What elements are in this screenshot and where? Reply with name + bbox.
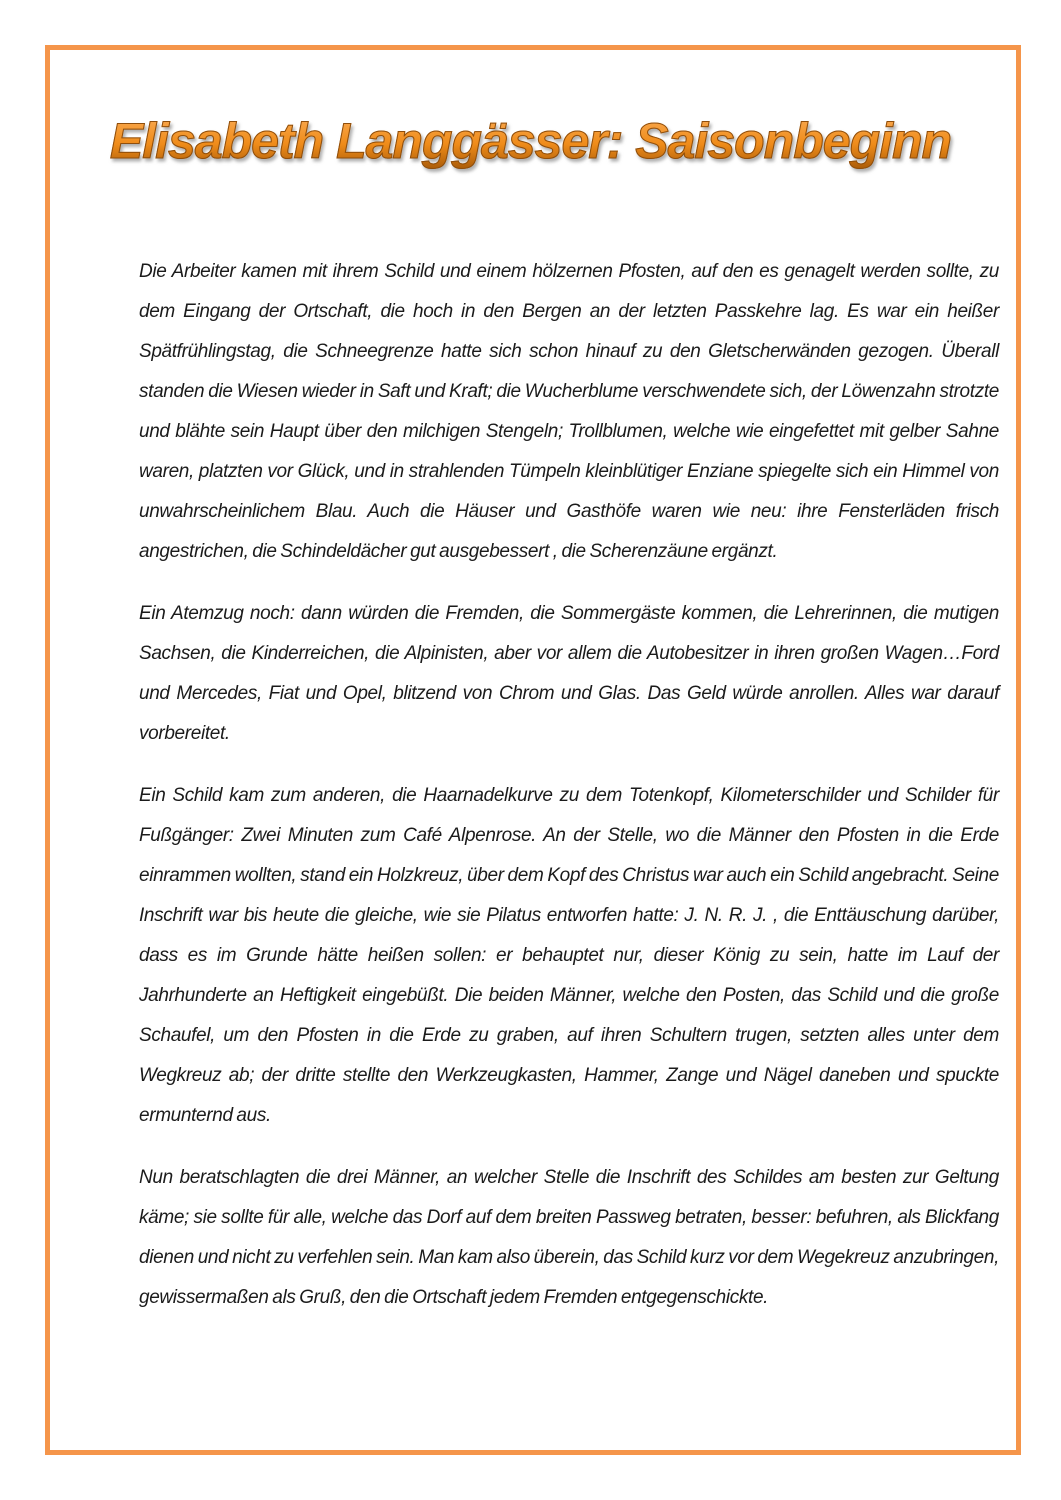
- document-body: [139, 252, 999, 1340]
- paragraph-1: Die Arbeiter kamen mit ihrem Schild und einem hölzernen Pfosten, auf den es genagelt werden sollte, zu dem Eingang der Ortschaft, die hoch in den Bergen an der letzten Passkehre lag. Es war ein heißer Spätfrühlingstag, die Schneegrenze hatte sich schon hinauf zu den Gletscherwänden gezogen. Überall standen die Wiesen wieder in Saft und Kraft; die Wucherblume verschwendete sich, der Löwenzahn strotzte und blähte sein Haupt über den milchigen Stengeln; Trollblumen, welche wie eingefettet mit gelber Sahne waren, platzten vor Glück, und in strahlenden Tümpeln kleinblütiger Enziane spiegelte sich ein Himmel von unwahrscheinlichem Blau. Auch die Häuser und Gasthöfe waren wie neu: ihre Fensterläden frisch angestrichen, die Schindeldächer gut ausgebessert , die Scherenzäune ergänzt.: [139, 261, 999, 562]
- paragraph-2: Ein Atemzug noch: dann würden die Fremden, die Sommergäste kommen, die Lehrerinnen, die mutigen Sachsen, die Kinderreichen, die Alpinisten, aber vor allem die Autobesitzer in ihren großen Wagen…Ford und Mercedes, Fiat und Opel, blitzend von Chrom und Glas. Das Geld würde anrollen. Alles war darauf vorbereitet.: [139, 603, 999, 744]
- paragraph-4: Nun beratschlagten die drei Männer, an welcher Stelle die Inschrift des Schildes am besten zur Geltung käme; sie sollte für alle, welche das Dorf auf dem breiten Passweg betraten, besser: befuhren, als Blickfang dienen und nicht zu verfehlen sein. Man kam also überein, das Schild kurz vor dem Wegekreuz anzubringen, gewissermaßen als Gruß, den die Ortschaft jedem Fremden entgegenschickte.: [139, 1167, 999, 1308]
- page-title: Elisabeth Langgässer: Saisonbeginn: [0, 112, 1061, 170]
- paragraph-3: Ein Schild kam zum anderen, die Haarnadelkurve zu dem Totenkopf, Kilometerschilder und Schilder für Fußgänger: Zwei Minuten zum Café Alpenrose. An der Stelle, wo die Männer den Pfosten in die Erde einrammen wollten, stand ein Holzkreuz, über dem Kopf des Christus war auch ein Schild angebracht. Seine Inschrift war bis heute die gleiche, wie sie Pilatus entworfen hatte: J. N. R. J. , die Enttäuschung darüber, dass es im Grunde hätte heißen sollen: er behauptet nur, dieser König zu sein, hatte im Lauf der Jahrhunderte an Heftigkeit eingebüßt. Die beiden Männer, welche den Posten, das Schild und die große Schaufel, um den Pfosten in die Erde zu graben, auf ihren Schultern trugen, setzten alles unter dem Wegkreuz ab; der dritte stellte den Werkzeugkasten, Hammer, Zange und Nägel daneben und spuckte ermunternd aus.: [139, 785, 999, 1126]
